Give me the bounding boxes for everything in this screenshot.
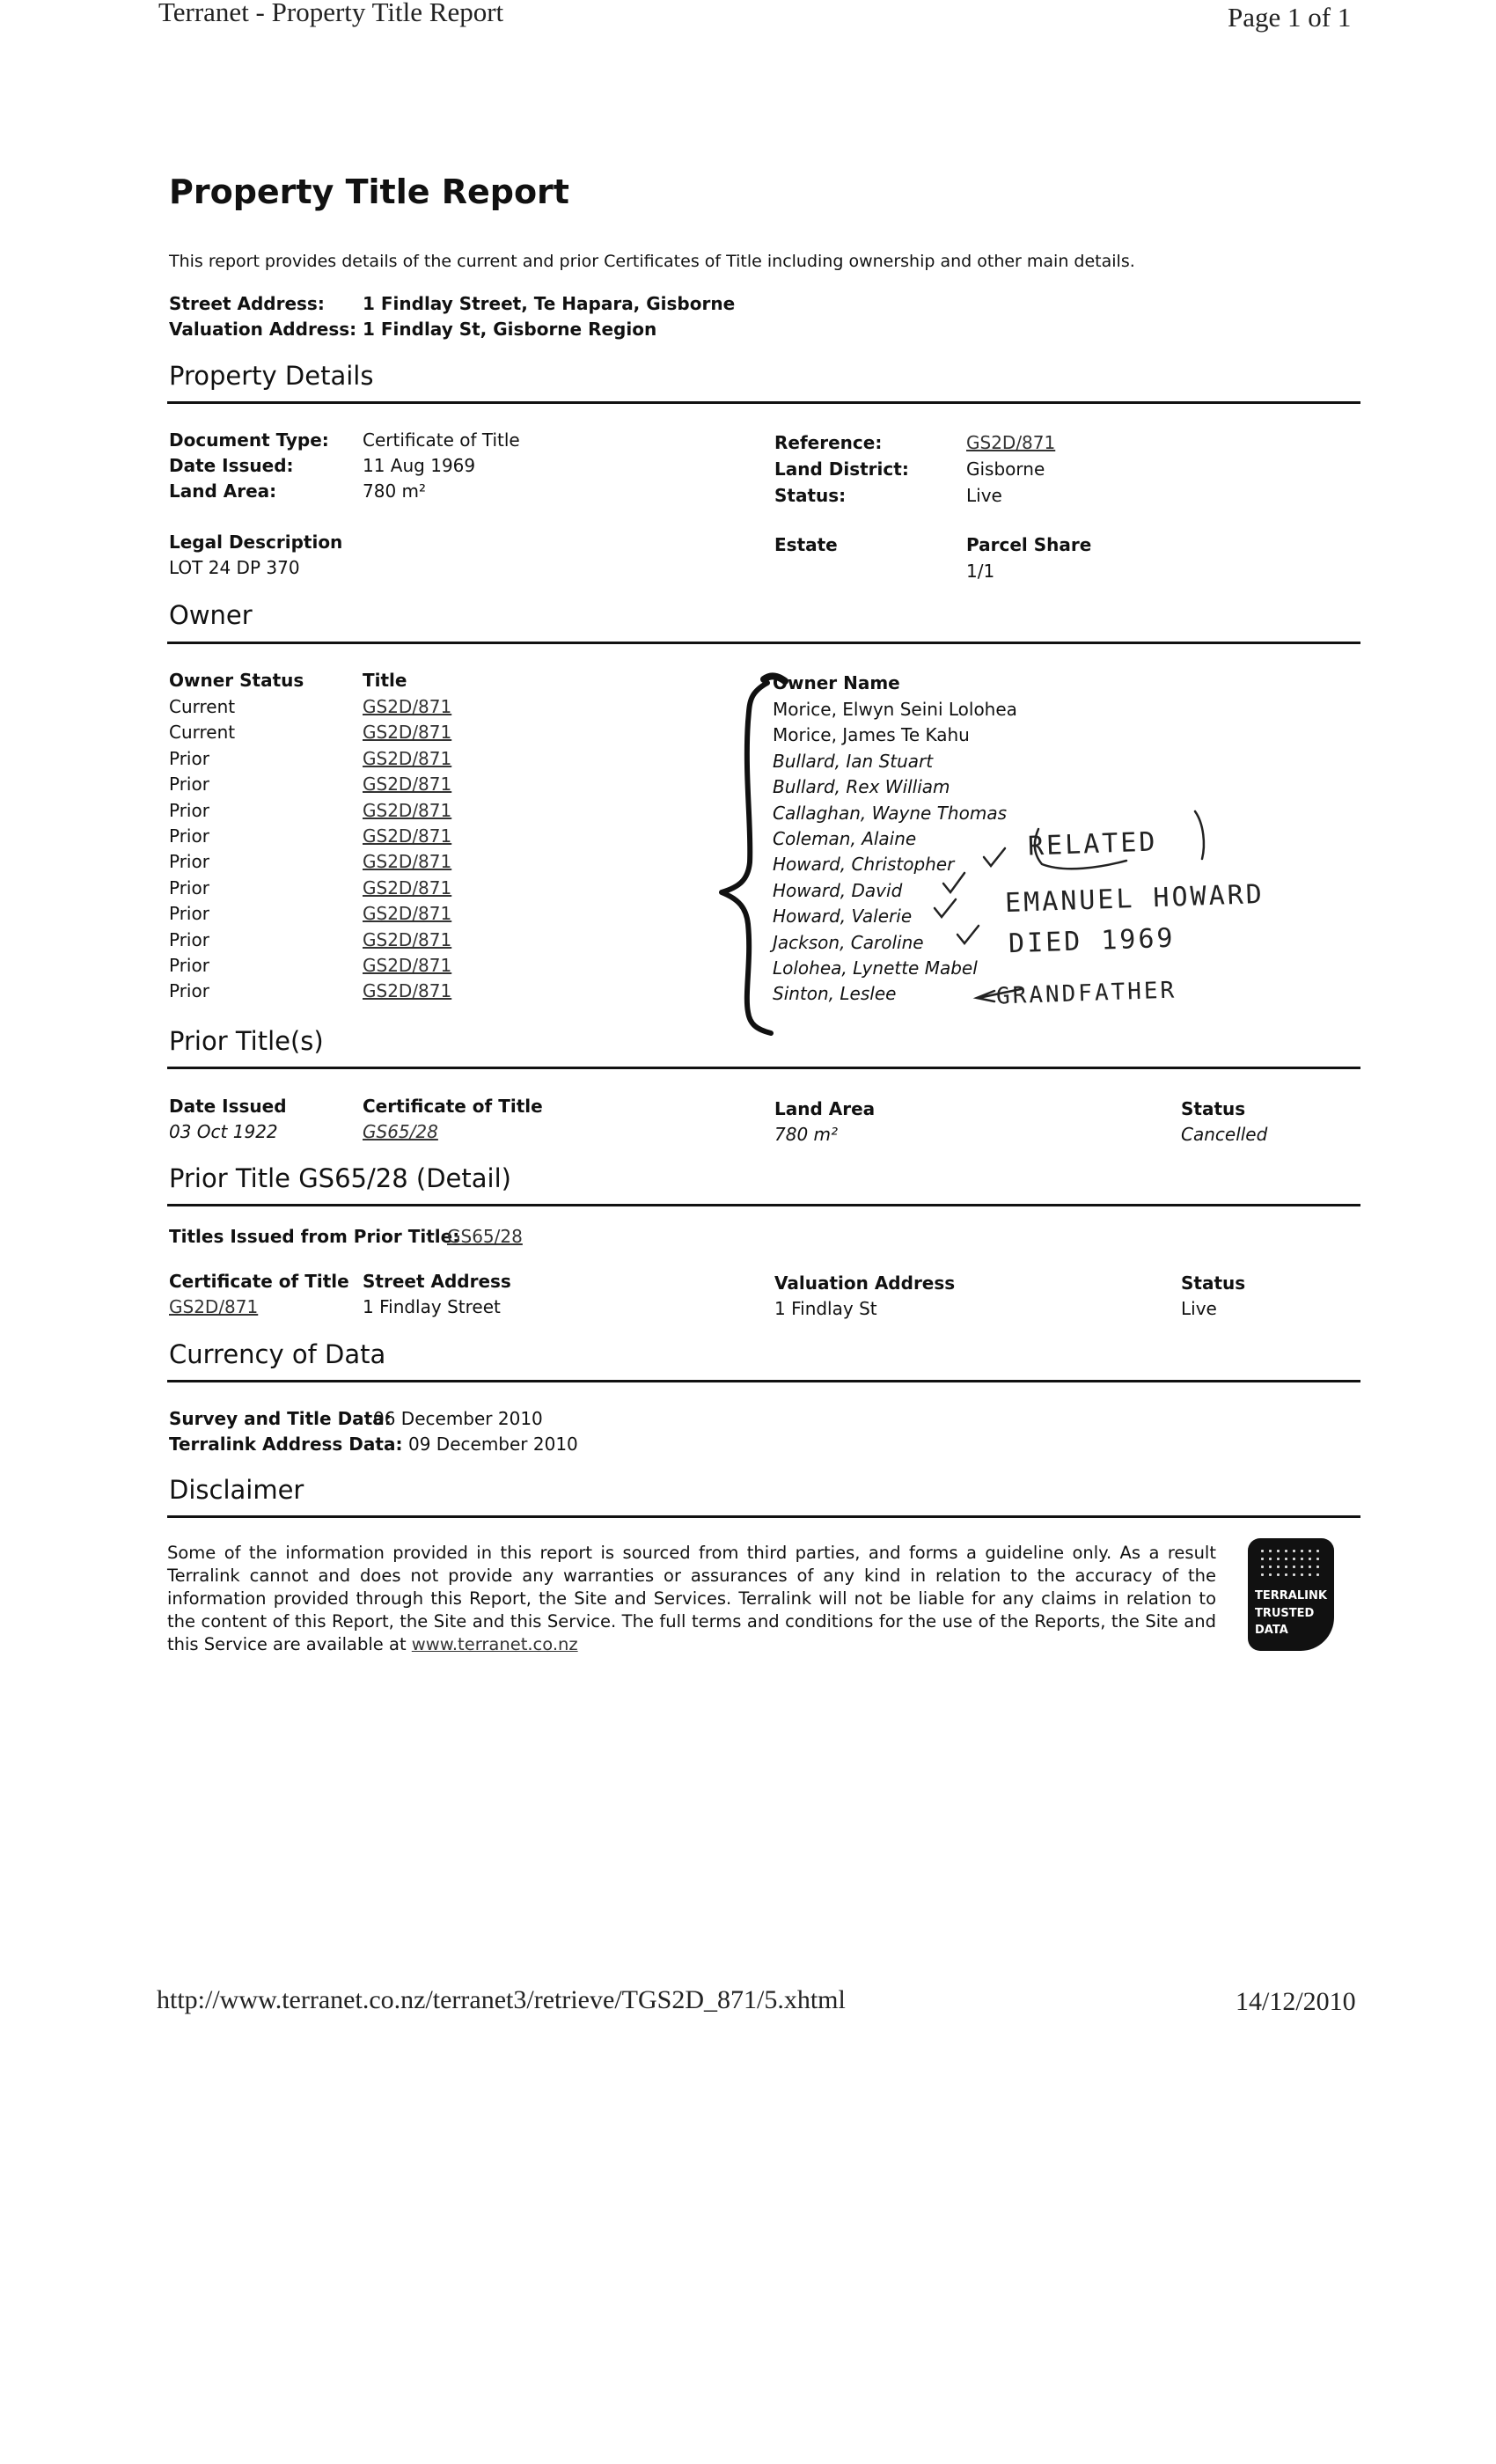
prior-date-header: Date Issued bbox=[169, 1096, 287, 1117]
page-number: Page 1 of 1 bbox=[1228, 2, 1352, 33]
page-footer-url: http://www.terranet.co.nz/terranet3/retrieve/TGS2D_871/5.xhtml bbox=[157, 1985, 846, 2014]
owner-status-cell: Prior bbox=[169, 903, 209, 925]
owner-status-cell: Current bbox=[169, 696, 236, 717]
report-title: Property Title Report bbox=[169, 172, 569, 211]
owner-name-cell: Morice, James Te Kahu bbox=[773, 724, 970, 746]
owner-title-header: Title bbox=[363, 670, 407, 691]
valuation-address-value: 1 Findlay St, Gisborne Region bbox=[363, 319, 657, 340]
currency-heading: Currency of Data bbox=[169, 1339, 386, 1369]
property-details-heading: Property Details bbox=[169, 361, 374, 391]
detail-valuation-value: 1 Findlay St bbox=[774, 1298, 877, 1319]
title-link[interactable]: GS2D/871 bbox=[363, 696, 452, 717]
badge-line-2: TRUSTED bbox=[1255, 1607, 1315, 1620]
badge-line-3: DATA bbox=[1255, 1624, 1288, 1637]
parcel-share-label: Parcel Share bbox=[966, 534, 1092, 555]
owner-heading: Owner bbox=[169, 600, 253, 630]
owner-status-cell: Prior bbox=[169, 799, 209, 821]
survey-data-value: 06 December 2010 bbox=[373, 1408, 543, 1429]
owner-status-column bbox=[169, 694, 235, 1005]
disclaimer-text bbox=[167, 1542, 1216, 1656]
prior-status-value: Cancelled bbox=[1181, 1124, 1268, 1145]
address-data-value: 09 December 2010 bbox=[408, 1434, 578, 1455]
prior-titles-heading: Prior Title(s) bbox=[169, 1026, 324, 1056]
survey-data-label: Survey and Title Data: bbox=[169, 1408, 392, 1429]
owner-status-cell: Prior bbox=[169, 747, 209, 769]
check-mark bbox=[984, 848, 1005, 866]
detail-street-header: Street Address bbox=[363, 1271, 511, 1292]
owner-status-cell: Prior bbox=[169, 928, 209, 950]
check-mark bbox=[957, 926, 979, 943]
title-link[interactable]: GS2D/871 bbox=[363, 903, 452, 925]
owner-status-cell: Prior bbox=[169, 825, 209, 847]
owner-name-cell: Morice, Elwyn Seini Lolohea bbox=[773, 699, 1017, 720]
owner-name-cell: Jackson, Caroline bbox=[773, 931, 924, 953]
prior-cert-header: Certificate of Title bbox=[363, 1096, 543, 1117]
detail-valuation-header: Valuation Address bbox=[774, 1272, 956, 1294]
section-divider bbox=[167, 1515, 1360, 1518]
title-link[interactable]: GS2D/871 bbox=[363, 722, 452, 744]
owner-status-cell: Prior bbox=[169, 851, 209, 873]
handwritten-grandfather: GRANDFATHER bbox=[995, 977, 1177, 1010]
reference-link[interactable]: GS2D/871 bbox=[966, 432, 1056, 453]
prior-status-header: Status bbox=[1181, 1098, 1246, 1119]
section-divider bbox=[167, 401, 1360, 404]
parcel-share-value: 1/1 bbox=[966, 561, 995, 582]
brace-mark bbox=[764, 676, 785, 681]
owner-status-cell: Prior bbox=[169, 774, 209, 796]
section-divider bbox=[167, 1380, 1360, 1382]
owner-name-header: Owner Name bbox=[773, 672, 900, 693]
page-footer-date: 14/12/2010 bbox=[1236, 1987, 1356, 2016]
land-area-label: Land Area: bbox=[169, 480, 277, 502]
detail-street-value: 1 Findlay Street bbox=[363, 1296, 501, 1317]
title-link[interactable]: GS2D/871 bbox=[363, 954, 452, 976]
prior-area-value: 780 m² bbox=[774, 1124, 839, 1145]
titles-issued-label: Titles Issued from Prior Title: bbox=[169, 1226, 460, 1247]
land-area-value: 780 m² bbox=[363, 480, 427, 502]
date-issued-value: 11 Aug 1969 bbox=[363, 455, 476, 476]
prior-date-value: 03 Oct 1922 bbox=[169, 1121, 278, 1142]
title-link[interactable]: GS2D/871 bbox=[363, 928, 452, 950]
street-address-value: 1 Findlay Street, Te Hapara, Gisborne bbox=[363, 293, 736, 314]
owner-name-cell: Sinton, Leslee bbox=[773, 983, 897, 1005]
owner-name-cell: Callaghan, Wayne Thomas bbox=[773, 802, 1008, 824]
detail-status-value: Live bbox=[1181, 1298, 1217, 1319]
address-data-label: Terralink Address Data: bbox=[169, 1434, 403, 1455]
detail-status-header: Status bbox=[1181, 1272, 1246, 1294]
land-district-value: Gisborne bbox=[966, 458, 1045, 480]
owner-name-cell: Coleman, Alaine bbox=[773, 827, 917, 849]
report-intro: This report provides details of the current and prior Certificates of Title including ownership and other main details. bbox=[169, 252, 1135, 271]
legal-description-label: Legal Description bbox=[169, 532, 343, 553]
owner-name-cell: Lolohea, Lynette Mabel bbox=[773, 957, 978, 979]
document-type-label: Document Type: bbox=[169, 429, 329, 451]
page-header-title: Terranet - Property Title Report bbox=[158, 0, 504, 27]
owner-name-cell: Howard, Valerie bbox=[773, 906, 913, 928]
owner-title-column bbox=[363, 694, 451, 1005]
owner-name-cell: Howard, David bbox=[773, 879, 903, 901]
street-address-label: Street Address: bbox=[169, 293, 325, 314]
prior-detail-heading: Prior Title GS65/28 (Detail) bbox=[169, 1163, 511, 1193]
document-type-value: Certificate of Title bbox=[363, 429, 520, 451]
title-link[interactable]: GS2D/871 bbox=[363, 747, 452, 769]
terralink-trusted-data-badge bbox=[1248, 1538, 1334, 1651]
owner-status-header: Owner Status bbox=[169, 670, 304, 691]
owner-name-cell: Bullard, Ian Stuart bbox=[773, 750, 934, 772]
status-label: Status: bbox=[774, 485, 847, 506]
title-link[interactable]: GS2D/871 bbox=[363, 825, 452, 847]
detail-cert-header: Certificate of Title bbox=[169, 1271, 349, 1292]
handwritten-emanuel-howard: EMANUEL HOWARD bbox=[1004, 878, 1265, 920]
detail-cert-link[interactable]: GS2D/871 bbox=[169, 1296, 259, 1317]
terranet-link[interactable]: www.terranet.co.nz bbox=[411, 1634, 578, 1654]
section-divider bbox=[167, 1067, 1360, 1069]
owner-status-cell: Current bbox=[169, 722, 236, 744]
prior-cert-link[interactable]: GS65/28 bbox=[363, 1121, 438, 1142]
related-bracket bbox=[1195, 811, 1204, 859]
legal-description-value: LOT 24 DP 370 bbox=[169, 557, 300, 578]
disclaimer-heading: Disclaimer bbox=[169, 1475, 304, 1505]
section-divider bbox=[167, 1204, 1360, 1206]
status-value: Live bbox=[966, 485, 1002, 506]
section-divider bbox=[167, 642, 1360, 644]
owner-name-cell: Bullard, Rex William bbox=[773, 776, 950, 798]
date-issued-label: Date Issued: bbox=[169, 455, 294, 476]
disclaimer-body: Some of the information provided in this report is sourced from third parties, and forms a guideline only. As a result Terralink cannot and does not provide any warranties or assurances of any kind in relation to the accuracy of the information provided through this Report, the Site and Services. Terralink will not be liable for any claims in relation to the content of this Report, the Site and this Service. The full terms and conditions for the use of the Reports, the Site and this Service are available at bbox=[167, 1543, 1216, 1654]
titles-issued-link[interactable]: GS65/28 bbox=[447, 1226, 523, 1247]
prior-area-header: Land Area bbox=[774, 1098, 876, 1119]
check-mark bbox=[943, 873, 964, 892]
valuation-address-label: Valuation Address: bbox=[169, 319, 357, 340]
title-link[interactable]: GS2D/871 bbox=[363, 799, 452, 821]
handwritten-related: RELATED bbox=[1027, 826, 1159, 862]
owner-status-cell: Prior bbox=[169, 980, 209, 1002]
badge-dot-pattern bbox=[1258, 1547, 1324, 1579]
check-mark bbox=[935, 899, 956, 917]
title-link[interactable]: GS2D/871 bbox=[363, 980, 452, 1002]
handwritten-died: DIED 1969 bbox=[1008, 922, 1177, 960]
brace-mark bbox=[722, 683, 771, 1033]
title-link[interactable]: GS2D/871 bbox=[363, 774, 452, 796]
owner-status-cell: Prior bbox=[169, 876, 209, 898]
owner-name-cell: Howard, Christopher bbox=[773, 854, 955, 876]
reference-label: Reference: bbox=[774, 432, 883, 453]
badge-line-1: TERRALINK bbox=[1255, 1589, 1327, 1602]
land-district-label: Land District: bbox=[774, 458, 909, 480]
estate-label: Estate bbox=[774, 534, 838, 555]
title-link[interactable]: GS2D/871 bbox=[363, 851, 452, 873]
owner-status-cell: Prior bbox=[169, 954, 209, 976]
title-link[interactable]: GS2D/871 bbox=[363, 876, 452, 898]
